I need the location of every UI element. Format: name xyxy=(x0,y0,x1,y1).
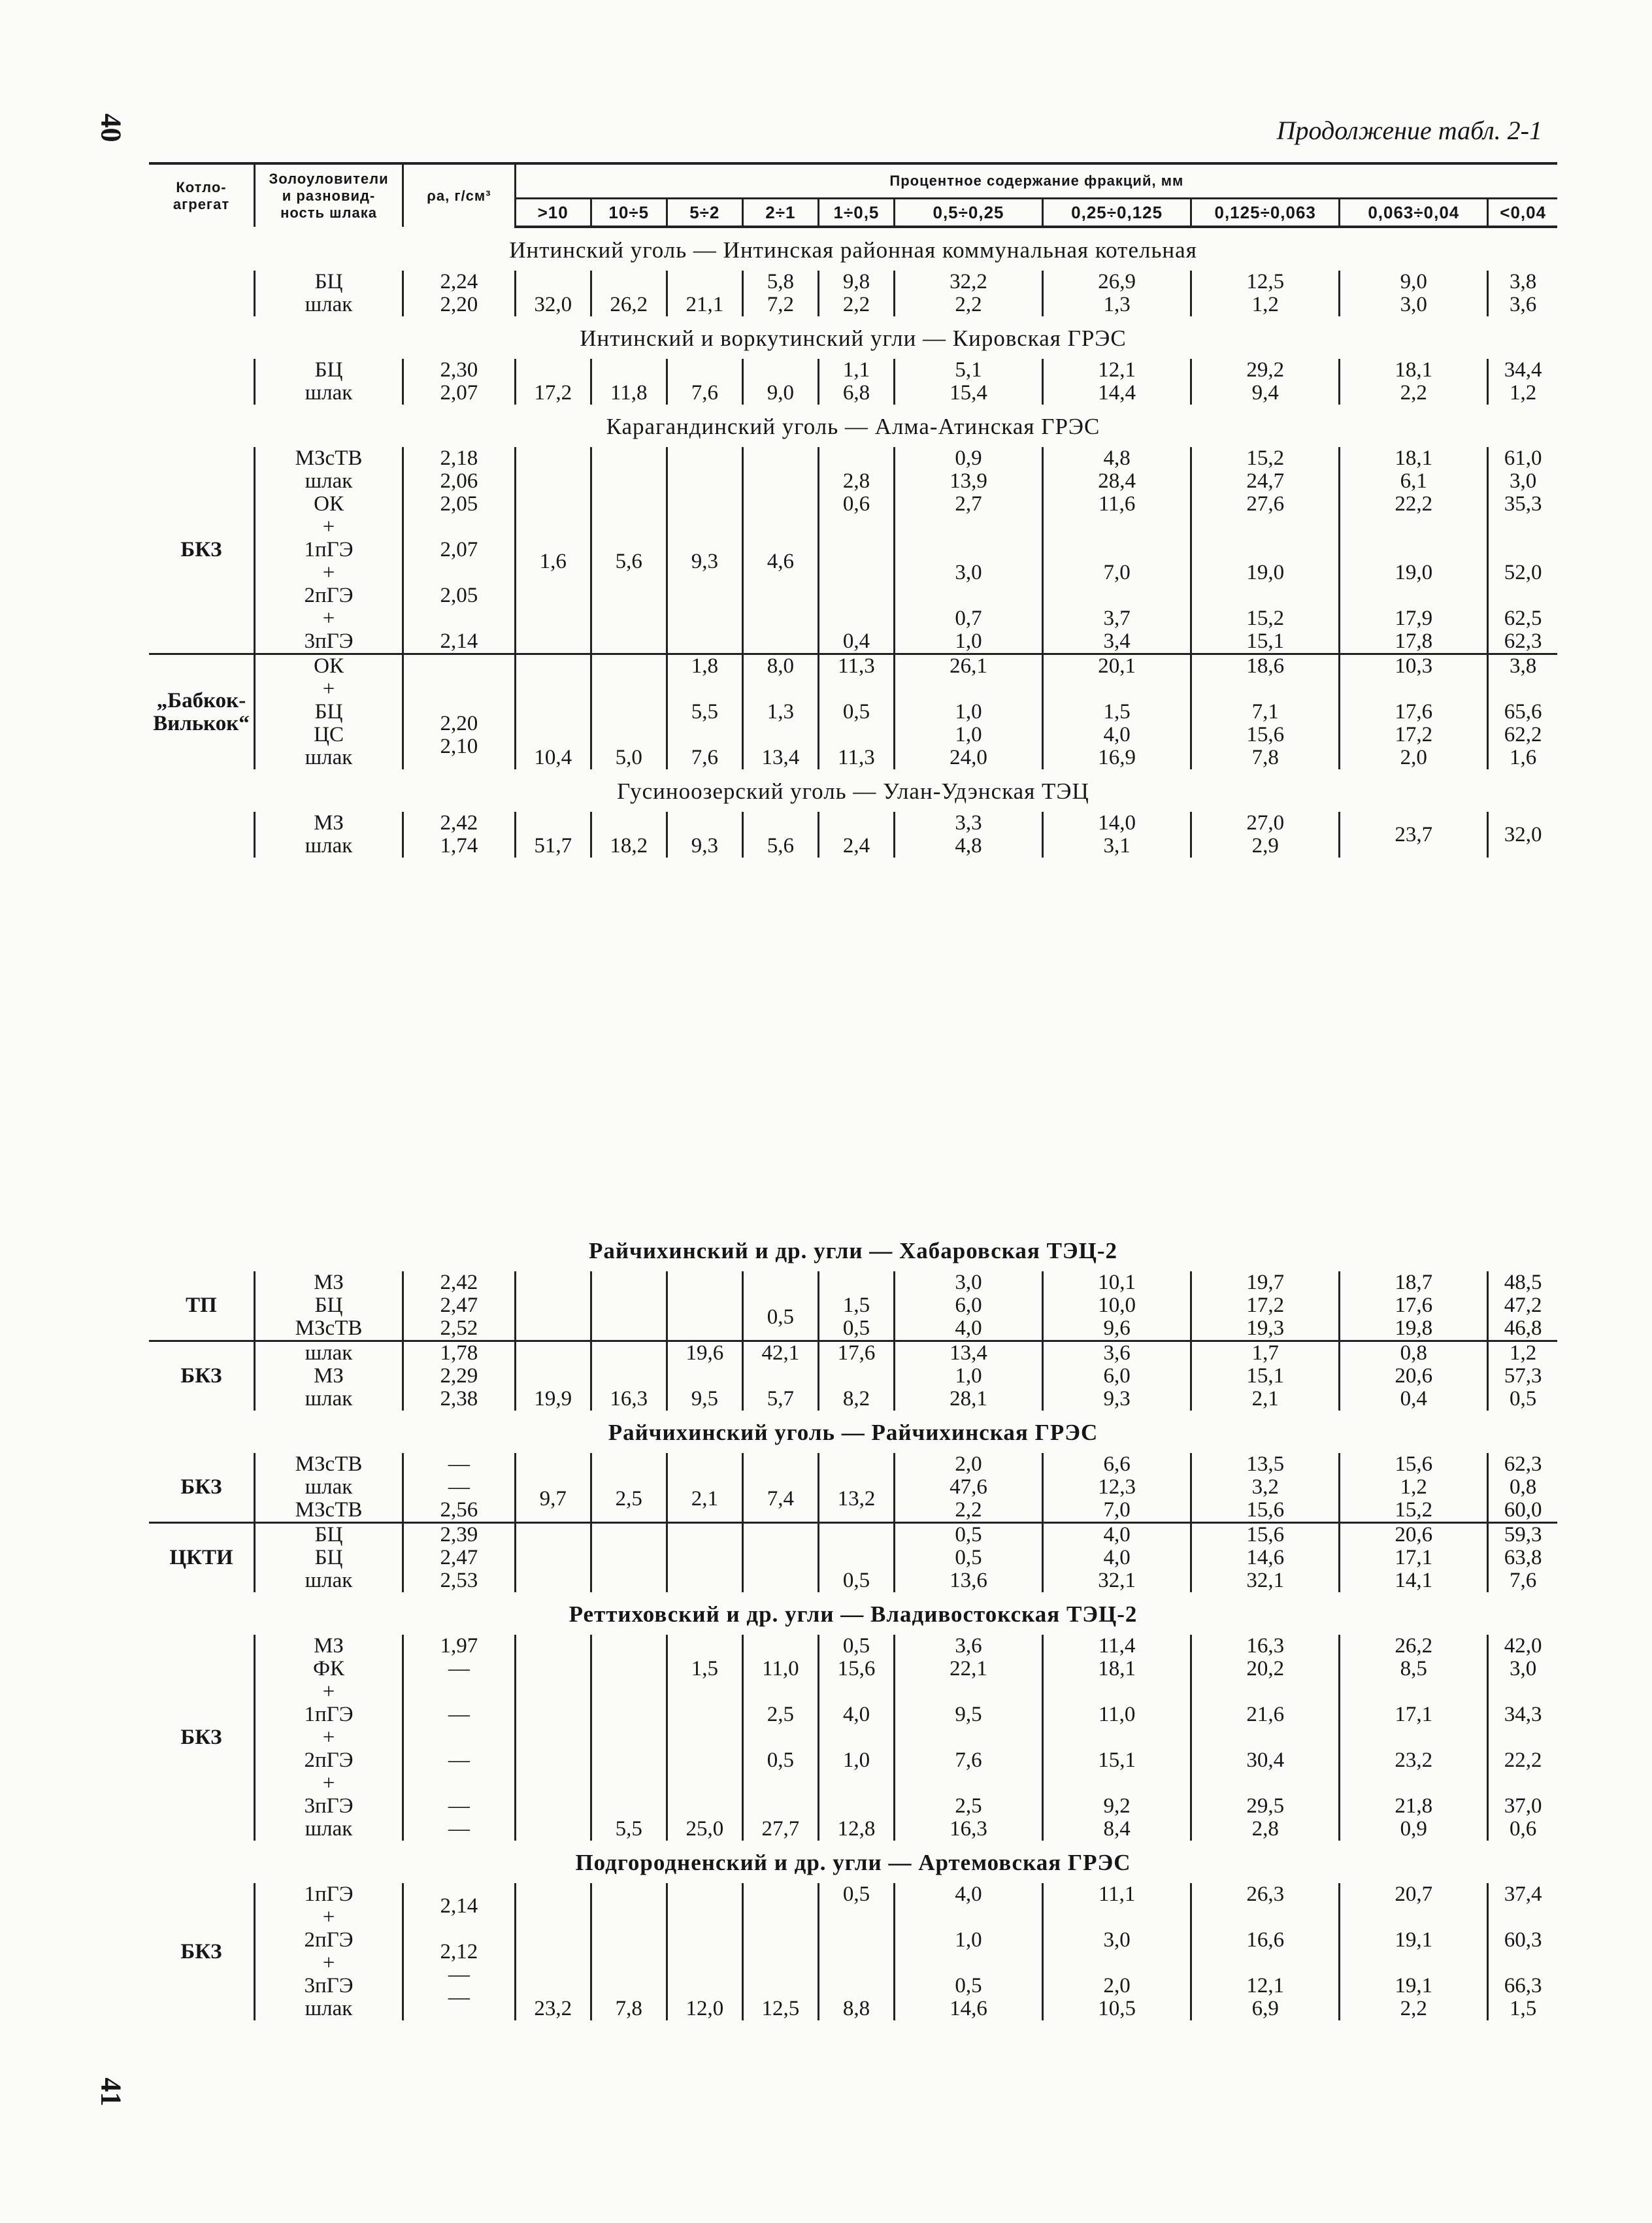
fraction-cell xyxy=(591,1271,667,1341)
section-title: Реттиховский и др. угли — Владивостокская ТЭЦ-2 xyxy=(569,1601,1138,1627)
fraction-cell: 20,7 19,1 19,1 2,2 xyxy=(1340,1883,1488,2020)
fraction-cell: 3,6 6,0 9,3 xyxy=(1043,1341,1191,1411)
boiler-unit-cell: БКЗ xyxy=(180,1475,222,1499)
fraction-cell: 5,8 7,2 xyxy=(742,271,818,316)
ash-collector-cell: 1пГЭ + 2пГЭ + 3пГЭ шлак xyxy=(254,1883,403,2020)
boiler-unit-cell: БКЗ xyxy=(180,1939,222,1964)
fraction-cell: 13,2 xyxy=(818,1453,894,1523)
fraction-cell: 26,2 8,5 17,1 23,2 21,8 0,9 xyxy=(1340,1635,1488,1841)
ash-collector-cell: ОК + БЦ ЦС шлак xyxy=(254,654,403,770)
fraction-cell: 7,6 xyxy=(667,359,742,405)
section-title-row xyxy=(149,1411,1557,1453)
header-boiler-unit: Котло- агрегат xyxy=(173,178,230,212)
fraction-cell: 2,5 xyxy=(591,1453,667,1523)
table-row xyxy=(149,1635,1557,1841)
fraction-cell: 18,1 6,1 22,2 19,0 17,9 17,8 xyxy=(1340,447,1488,654)
table-body-bottom xyxy=(149,1229,1557,2020)
header-fraction: 1÷0,5 xyxy=(818,199,894,227)
fraction-cell: 1,2 57,3 0,5 xyxy=(1488,1341,1557,1411)
fraction-cell: 23,2 xyxy=(515,1883,591,2020)
fraction-cell: 18,1 2,2 xyxy=(1340,359,1488,405)
fraction-cell: 61,0 3,0 35,3 52,0 62,5 62,3 xyxy=(1488,447,1557,654)
fraction-cell: 9,0 xyxy=(742,359,818,405)
header-fraction: 0,063÷0,04 xyxy=(1340,199,1488,227)
header-fraction: 0,125÷0,063 xyxy=(1191,199,1340,227)
density-cell: 2,42 2,47 2,52 xyxy=(403,1271,516,1341)
fraction-cell: 26,2 xyxy=(591,271,667,316)
fraction-cell xyxy=(667,1271,742,1341)
fraction-cell: 0,5 8,8 xyxy=(818,1883,894,2020)
section-title: Райчихинский уголь — Райчихинская ГРЭС xyxy=(608,1420,1099,1445)
fraction-cell: 7,8 xyxy=(591,1883,667,2020)
section-title: Гусиноозерский уголь — Улан-Удэнская ТЭЦ xyxy=(617,778,1089,804)
fraction-cell: 0,5 15,6 4,0 1,0 12,8 xyxy=(818,1635,894,1841)
header-fractions-title: Процентное содержание фракций, мм xyxy=(515,163,1557,199)
fraction-cell: 11,8 xyxy=(591,359,667,405)
table-row xyxy=(149,1341,1557,1411)
fraction-table-bottom xyxy=(149,1229,1557,2020)
table-row xyxy=(149,812,1557,858)
density-cell: 2,18 2,06 2,05 2,07 2,05 2,14 xyxy=(403,447,516,654)
boiler-unit-cell xyxy=(149,271,254,316)
fraction-cell: 20,6 17,1 14,1 xyxy=(1340,1523,1488,1593)
table-row xyxy=(149,654,1557,770)
fraction-cell: 34,4 1,2 xyxy=(1488,359,1557,405)
boiler-unit-cell: БКЗ xyxy=(149,1341,254,1411)
section-title-row xyxy=(149,227,1557,271)
density-cell: 2,24 2,20 xyxy=(403,271,516,316)
fraction-cell: 2,4 xyxy=(818,812,894,858)
fraction-cell: 5,6 xyxy=(591,447,667,654)
page-number-bottom: 41 xyxy=(95,2077,127,2107)
density-cell: 1,78 2,29 2,38 xyxy=(403,1341,516,1411)
fraction-cell: 48,5 47,2 46,8 xyxy=(1488,1271,1557,1341)
page-number-top: 40 xyxy=(95,113,127,142)
fraction-cell: 3,6 22,1 9,5 7,6 2,5 16,3 xyxy=(894,1635,1042,1841)
fraction-cell: 21,1 xyxy=(667,271,742,316)
fraction-cell: 23,7 xyxy=(1340,812,1488,858)
fraction-cell: 26,1 1,0 1,0 24,0 xyxy=(894,654,1042,770)
fraction-cell: 19,6 9,5 xyxy=(667,1341,742,1411)
boiler-unit-cell: „Бабкок- Вилькок“ xyxy=(149,654,254,770)
fraction-cell: 26,3 16,6 12,1 6,9 xyxy=(1191,1883,1340,2020)
fraction-table-top xyxy=(149,162,1557,858)
fraction-cell: 10,3 17,6 17,2 2,0 xyxy=(1340,654,1488,770)
fraction-cell: 12,5 xyxy=(742,1883,818,2020)
table-row xyxy=(149,1883,1557,2020)
fraction-cell: 9,0 3,0 xyxy=(1340,271,1488,316)
fraction-cell: 11,0 2,5 0,5 27,7 xyxy=(742,1635,818,1841)
header-fraction: <0,04 xyxy=(1488,199,1557,227)
ash-collector-cell: МЗ БЦ МЗсТВ xyxy=(254,1271,403,1341)
fraction-cell: 1,5 25,0 xyxy=(667,1635,742,1841)
section-title: Карагандинский уголь — Алма-Атинская ГРЭС xyxy=(606,414,1100,439)
fraction-cell xyxy=(591,1523,667,1593)
ash-collector-cell: БЦ БЦ шлак xyxy=(254,1523,403,1593)
fraction-cell: 7,4 xyxy=(742,1453,818,1523)
section-title-row xyxy=(149,769,1557,812)
header-fraction: 0,25÷0,125 xyxy=(1043,199,1191,227)
fraction-cell: 4,0 4,0 32,1 xyxy=(1043,1523,1191,1593)
header-fraction: 5÷2 xyxy=(667,199,742,227)
ash-collector-cell: МЗ ФК + 1пГЭ + 2пГЭ + 3пГЭ шлак xyxy=(254,1635,403,1841)
fraction-cell: 2,8 0,6 0,4 xyxy=(818,447,894,654)
fraction-cell: 12,1 14,4 xyxy=(1043,359,1191,405)
density-cell: 2,20 2,10 xyxy=(403,654,516,770)
fraction-cell: 32,0 xyxy=(1488,812,1557,858)
fraction-cell: 1,5 0,5 xyxy=(818,1271,894,1341)
table-body-top xyxy=(149,227,1557,858)
fraction-cell: 3,8 3,6 xyxy=(1488,271,1557,316)
fraction-cell: 1,1 6,8 xyxy=(818,359,894,405)
table-row xyxy=(149,1453,1557,1523)
section-title-row xyxy=(149,1841,1557,1883)
header-ash-collector: Золоуловители и разновид- ность шлака xyxy=(254,163,403,227)
header-fraction: 10÷5 xyxy=(591,199,667,227)
fraction-cell: 18,2 xyxy=(591,812,667,858)
boiler-unit-cell: БКЗ xyxy=(180,538,222,561)
boiler-unit-cell: ЦКТИ xyxy=(149,1523,254,1593)
ash-collector-cell: МЗсТВ шлак МЗсТВ xyxy=(254,1453,403,1523)
section-title: Подгородненский и др. угли — Артемовская ГРЭС xyxy=(575,1850,1131,1875)
fraction-cell: 13,5 3,2 15,6 xyxy=(1191,1453,1340,1523)
table-row xyxy=(149,271,1557,316)
fraction-cell: 2,0 47,6 2,2 xyxy=(894,1453,1042,1523)
fraction-cell: 42,1 5,7 xyxy=(742,1341,818,1411)
fraction-cell: 4,0 1,0 0,5 14,6 xyxy=(894,1883,1042,2020)
fraction-cell: 15,2 24,7 27,6 19,0 15,2 15,1 xyxy=(1191,447,1340,654)
fraction-cell: 3,0 6,0 4,0 xyxy=(894,1271,1042,1341)
header-density: ρa, г/см³ xyxy=(403,163,516,227)
fraction-cell: 14,0 3,1 xyxy=(1043,812,1191,858)
fraction-cell: 9,8 2,2 xyxy=(818,271,894,316)
fraction-cell: 26,9 1,3 xyxy=(1043,271,1191,316)
fraction-cell: 4,6 xyxy=(742,447,818,654)
ash-collector-cell: БЦ шлак xyxy=(254,359,403,405)
table-row xyxy=(149,447,1557,654)
fraction-cell: 1,6 xyxy=(515,447,591,654)
fraction-cell: 32,0 xyxy=(515,271,591,316)
header-fraction: 2÷1 xyxy=(742,199,818,227)
table-row xyxy=(149,1271,1557,1341)
fraction-cell: 37,4 60,3 66,3 1,5 xyxy=(1488,1883,1557,2020)
fraction-cell: 62,3 0,8 60,0 xyxy=(1488,1453,1557,1523)
section-title-row xyxy=(149,405,1557,447)
fraction-cell: 18,6 7,1 15,6 7,8 xyxy=(1191,654,1340,770)
fraction-cell: 13,4 1,0 28,1 xyxy=(894,1341,1042,1411)
fraction-cell: 17,2 xyxy=(515,359,591,405)
fraction-cell: 5,5 xyxy=(591,1635,667,1841)
fraction-cell: 0,8 20,6 0,4 xyxy=(1340,1341,1488,1411)
boiler-unit-cell: ТП xyxy=(186,1294,217,1317)
fraction-cell: 8,0 1,3 13,4 xyxy=(742,654,818,770)
section-title: Райчихинский и др. угли — Хабаровская ТЭЦ-2 xyxy=(588,1238,1118,1263)
density-cell: — — 2,56 xyxy=(403,1453,516,1523)
density-cell: 2,39 2,47 2,53 xyxy=(403,1523,516,1593)
fraction-cell: 3,3 4,8 xyxy=(894,812,1042,858)
fraction-cell: 9,7 xyxy=(515,1453,591,1523)
fraction-cell: 18,7 17,6 19,8 xyxy=(1340,1271,1488,1341)
fraction-cell: 5,6 xyxy=(742,812,818,858)
fraction-cell: 42,0 3,0 34,3 22,2 37,0 0,6 xyxy=(1488,1635,1557,1841)
fraction-cell: 12,5 1,2 xyxy=(1191,271,1340,316)
fraction-cell: 0,5 xyxy=(818,1523,894,1593)
fraction-cell: 16,3 xyxy=(591,1341,667,1411)
fraction-cell: 11,4 18,1 11,0 15,1 9,2 8,4 xyxy=(1043,1635,1191,1841)
fraction-cell: 5,1 15,4 xyxy=(894,359,1042,405)
fraction-cell: 6,6 12,3 7,0 xyxy=(1043,1453,1191,1523)
fraction-cell: 16,3 20,2 21,6 30,4 29,5 2,8 xyxy=(1191,1635,1340,1841)
table-row xyxy=(149,359,1557,405)
fraction-cell xyxy=(515,1271,591,1341)
table-row xyxy=(149,1523,1557,1593)
fraction-cell: 32,2 2,2 xyxy=(894,271,1042,316)
fraction-cell: 12,0 xyxy=(667,1883,742,2020)
density-cell: 2,30 2,07 xyxy=(403,359,516,405)
fraction-cell xyxy=(515,1523,591,1593)
ash-collector-cell: БЦ шлак xyxy=(254,271,403,316)
header-fraction: >10 xyxy=(515,199,591,227)
fraction-cell xyxy=(515,1635,591,1841)
fraction-cell: 19,7 17,2 19,3 xyxy=(1191,1271,1340,1341)
header-fraction: 0,5÷0,25 xyxy=(894,199,1042,227)
fraction-cell: 27,0 2,9 xyxy=(1191,812,1340,858)
fraction-cell: 1,7 15,1 2,1 xyxy=(1191,1341,1340,1411)
fraction-cell xyxy=(667,1523,742,1593)
fraction-cell: 51,7 xyxy=(515,812,591,858)
section-title-row xyxy=(149,316,1557,359)
fraction-cell: 9,3 xyxy=(667,812,742,858)
section-title: Интинский и воркутинский угли — Кировская ГРЭС xyxy=(580,326,1127,351)
fraction-cell: 17,6 8,2 xyxy=(818,1341,894,1411)
fraction-cell: 1,8 5,5 7,6 xyxy=(667,654,742,770)
boiler-unit-cell xyxy=(149,359,254,405)
section-title: Интинский уголь — Интинская районная коммунальная котельная xyxy=(509,237,1197,263)
fraction-cell: 20,1 1,5 4,0 16,9 xyxy=(1043,654,1191,770)
fraction-cell: 0,5 xyxy=(742,1271,818,1341)
fraction-cell: 2,1 xyxy=(667,1453,742,1523)
fraction-cell: 10,4 xyxy=(515,654,591,770)
density-cell: 2,14 2,12 — — xyxy=(403,1883,516,2020)
fraction-cell: 15,6 1,2 15,2 xyxy=(1340,1453,1488,1523)
fraction-cell: 11,3 0,5 11,3 xyxy=(818,654,894,770)
fraction-cell: 0,5 0,5 13,6 xyxy=(894,1523,1042,1593)
fraction-cell: 0,9 13,9 2,7 3,0 0,7 1,0 xyxy=(894,447,1042,654)
fraction-cell: 10,1 10,0 9,6 xyxy=(1043,1271,1191,1341)
fraction-cell: 9,3 xyxy=(667,447,742,654)
fraction-cell: 19,9 xyxy=(515,1341,591,1411)
section-title-row xyxy=(149,1229,1557,1271)
fraction-cell xyxy=(742,1523,818,1593)
table-continuation-caption: Продолжение табл. 2-1 xyxy=(1276,116,1542,145)
boiler-unit-cell: БКЗ xyxy=(180,1726,222,1749)
fraction-cell: 3,8 65,6 62,2 1,6 xyxy=(1488,654,1557,770)
density-cell: 2,42 1,74 xyxy=(403,812,516,858)
fraction-cell: 4,8 28,4 11,6 7,0 3,7 3,4 xyxy=(1043,447,1191,654)
fraction-cell: 59,3 63,8 7,6 xyxy=(1488,1523,1557,1593)
ash-collector-cell: МЗ шлак xyxy=(254,812,403,858)
fraction-cell: 11,1 3,0 2,0 10,5 xyxy=(1043,1883,1191,2020)
ash-collector-cell: МЗсТВ шлак ОК + 1пГЭ + 2пГЭ + 3пГЭ xyxy=(254,447,403,654)
ash-collector-cell: шлак МЗ шлак xyxy=(254,1341,403,1411)
fraction-cell: 15,6 14,6 32,1 xyxy=(1191,1523,1340,1593)
section-title-row xyxy=(149,1592,1557,1635)
boiler-unit-cell xyxy=(149,812,254,858)
density-cell: 1,97 — — — — — xyxy=(403,1635,516,1841)
fraction-cell: 5,0 xyxy=(591,654,667,770)
fraction-cell: 29,2 9,4 xyxy=(1191,359,1340,405)
